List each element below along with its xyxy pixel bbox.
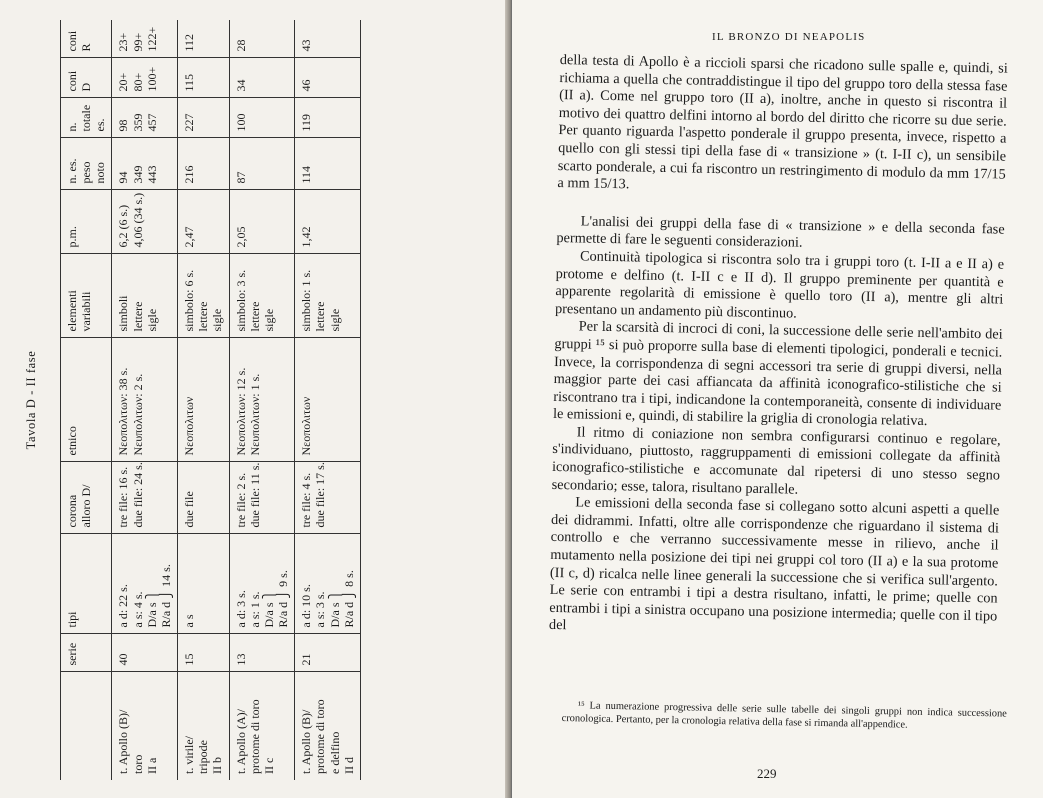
group-label-line: protome di toro — [247, 699, 262, 774]
table-header-row — [61, 20, 112, 780]
tipi-line: a d: 3 s. — [233, 590, 248, 628]
totale-line: 227 — [182, 113, 197, 132]
coni-r-line: 43 — [299, 39, 314, 52]
cell-serie — [295, 634, 361, 672]
cell-tipi — [178, 534, 229, 634]
corona-line: due file: 17 s. — [313, 462, 328, 528]
table-row — [295, 20, 361, 780]
peso-noto-line: 349 — [130, 165, 145, 184]
coni-d-line: 34 — [233, 79, 248, 92]
cell-corona — [112, 462, 178, 534]
corona-line: tre file: 16 s. — [116, 466, 131, 528]
cell-pm — [112, 190, 178, 254]
serie-value: 40 — [116, 653, 131, 666]
totale-line: 100 — [233, 113, 248, 132]
cell-totale — [178, 98, 229, 138]
cell-totale — [229, 98, 295, 138]
cell-etnico — [295, 338, 361, 462]
header-corona: corona alloro D/ — [61, 462, 112, 534]
group-label-line: II d — [341, 757, 356, 774]
cell-coni-d — [112, 58, 178, 98]
tipi-line: a d: 10 s. — [299, 584, 314, 628]
data-table — [60, 20, 361, 780]
footnote — [562, 700, 1007, 734]
table-title: Tavola D - II fase — [24, 350, 38, 450]
cell-peso-noto — [295, 138, 361, 190]
etnico-line: Νεοπολιτων — [182, 396, 197, 456]
coni-d-line: 20+ — [116, 72, 131, 92]
tipi-line: a s: 3 s. — [313, 591, 328, 628]
cell-coni-r — [229, 20, 295, 58]
elementi-line: simbolo: 1 s. — [299, 269, 314, 332]
elementi-line: simboli — [116, 295, 131, 332]
corona-line: tre file: 2 s. — [233, 472, 248, 528]
tipi-line: a d: 22 s. — [116, 584, 131, 628]
etnico-line: Νεοπολιτων — [299, 396, 314, 456]
cell-pm — [229, 190, 295, 254]
cell-elementi — [295, 254, 361, 338]
totale-line: 119 — [299, 113, 314, 132]
corona-line: due file: 11 s. — [247, 462, 262, 528]
serie-value: 13 — [233, 653, 248, 666]
cell-group-label — [229, 672, 295, 780]
tipi-line: a s: 1 s. — [247, 591, 262, 628]
cell-coni-d — [229, 58, 295, 98]
right-page — [512, 0, 1043, 798]
corona-line: due file: 24 s. — [130, 462, 145, 528]
header-serie: serie — [61, 634, 112, 672]
elementi-line: lettere — [247, 301, 262, 332]
header-pm: p.m. — [61, 190, 112, 254]
coni-d-line: 100+ — [144, 66, 159, 92]
cell-group-label — [295, 672, 361, 780]
header-peso-noto: n. es. peso noto — [61, 138, 112, 190]
cell-etnico — [229, 338, 295, 462]
cell-elementi — [229, 254, 295, 338]
group-label-line: e delfino — [327, 731, 342, 774]
paragraph: Le emissioni della seconda fase si collegano sotto alcuni aspetti a quelle dei didrammi. Infatti, oltre alle corrispondenze che riguardano il sistema di controllo e che verranno successivamente messe in rilievo, anche il mutamento nella posizione dei tipi nei gruppi col toro (II a) e la sua protome (II c, d) ricalca nelle linee generali la successione che si verifica sull'argento. Le serie con entrambi i tipi a destra risultano, infatti, le prime; quelle con entrambi i tipi a sinistra occupano una posizione intermedia; quelle con il tipo del — [548, 494, 1000, 634]
cell-pm — [178, 190, 229, 254]
group-label-line: II c — [261, 757, 276, 774]
cell-serie — [112, 634, 178, 672]
cell-coni-r — [295, 20, 361, 58]
elementi-line: simbolo: 6 s. — [182, 269, 197, 332]
group-label-line: tripode — [196, 740, 211, 774]
tipi-line: R/a d ⎭ 9 s. — [276, 570, 291, 628]
cell-corona — [295, 462, 361, 534]
elementi-line: sigle — [144, 308, 159, 332]
coni-d-line: 115 — [182, 73, 197, 92]
cell-coni-r — [112, 20, 178, 58]
coni-d-line: 46 — [299, 79, 314, 92]
table-row — [229, 20, 295, 780]
paragraph: L'analisi dei gruppi della fase di « transizione » e della seconda fase permette di fare le seguenti considerazioni. — [556, 213, 1005, 252]
elementi-line: sigle — [261, 308, 276, 332]
cell-group-label — [178, 672, 229, 780]
cell-totale — [112, 98, 178, 138]
left-page — [0, 0, 511, 798]
header-tipi: tipi — [61, 534, 112, 634]
cell-corona — [178, 462, 229, 534]
peso-noto-line: 87 — [233, 171, 248, 184]
coni-r-line: 122+ — [144, 26, 159, 52]
coni-r-line: 99+ — [130, 32, 145, 52]
pm-line: 2,47 — [182, 226, 197, 248]
elementi-line: sigle — [327, 308, 342, 332]
cell-elementi — [112, 254, 178, 338]
cell-tipi — [229, 534, 295, 634]
pm-line: 1,42 — [299, 226, 314, 248]
tipi-line: a s: 4 s. — [130, 591, 145, 628]
etnico-line: Νεοπολιτων: 38 s. — [116, 367, 131, 456]
tipi-line: D/a s ⎫ — [261, 590, 276, 628]
tipi-line: R/a d ⎭ 14 s. — [158, 564, 173, 628]
elementi-line: lettere — [130, 301, 145, 332]
coni-d-line: 80+ — [130, 72, 145, 92]
serie-value: 15 — [182, 653, 197, 666]
tipi-line: a s — [182, 614, 197, 628]
rotated-table-block — [20, 20, 490, 780]
elementi-line: simbolo: 3 s. — [233, 269, 248, 332]
cell-pm — [295, 190, 361, 254]
cell-coni-d — [295, 58, 361, 98]
cell-coni-d — [178, 58, 229, 98]
cell-group-label — [112, 672, 178, 780]
header-coni-d: coni D — [61, 58, 112, 98]
cell-totale — [295, 98, 361, 138]
cell-etnico — [112, 338, 178, 462]
pm-line: 6,2 (6 s.) — [116, 204, 131, 248]
cell-peso-noto — [229, 138, 295, 190]
elementi-line: lettere — [196, 301, 211, 332]
peso-noto-line: 114 — [299, 165, 314, 184]
header-etnico: etnico — [61, 338, 112, 462]
group-label-line: t. Apollo (B)/ — [299, 709, 314, 774]
totale-line: 457 — [144, 113, 159, 132]
corona-line: tre file: 4 s. — [299, 472, 314, 528]
group-label-line: II b — [210, 757, 225, 774]
header-totale: n. totale es. — [61, 98, 112, 138]
peso-noto-line: 216 — [182, 165, 197, 184]
running-head: IL BRONZO DI NEAPOLIS — [712, 31, 866, 43]
table-row — [112, 20, 178, 780]
cell-corona — [229, 462, 295, 534]
table-row — [178, 20, 229, 780]
cell-etnico — [178, 338, 229, 462]
group-label-line: t. virile/ — [182, 736, 197, 774]
cell-coni-r — [178, 20, 229, 58]
cell-serie — [229, 634, 295, 672]
corona-line: due file — [182, 491, 197, 528]
cell-tipi — [112, 534, 178, 634]
coni-r-line: 112 — [182, 33, 197, 52]
pm-line: 4,06 (34 s.) — [130, 192, 145, 248]
tipi-line: D/a s ⎫ — [327, 590, 342, 628]
coni-r-line: 23+ — [116, 32, 131, 52]
pm-line: 2,05 — [233, 226, 248, 248]
cell-tipi — [295, 534, 361, 634]
header-elementi: elementi variabili — [61, 254, 112, 338]
footnote-text: ¹⁵ La numerazione progressiva delle serie sulle tabelle dei singoli gruppi non indica successione cronologica. Pertanto, per la cronologia relativa della fase si rimanda all'appendice. — [561, 700, 1007, 731]
group-label-line: II a — [144, 757, 159, 774]
group-label-line: t. Apollo (A)/ — [233, 709, 248, 774]
cell-serie — [178, 634, 229, 672]
elementi-line: sigle — [210, 308, 225, 332]
group-label-line: toro — [130, 754, 145, 774]
elementi-line: lettere — [313, 301, 328, 332]
totale-line: 98 — [116, 119, 131, 132]
cell-elementi — [178, 254, 229, 338]
paragraph: Il ritmo di coniazione non sembra configurarsi continuo e regolare, s'individuano, piuttosto, raggruppamenti di emissioni collegate da affinità iconografico-stilistiche e accomunate dal ripetersi di uno stesso segno secondario; esse, talora, risultano parallele. — [551, 424, 1001, 498]
paragraph: Per la scarsità di incroci di coni, la successione delle serie nell'ambito dei gruppi ¹⁵ si può proporre sulla base di elementi tipologici, ponderali e tecnici. Invece, la corrispondenza di segni accessori tra serie di gruppi diversi, nella maggior parte dei casi affiancata da affinità iconografico-stilistiche che si riscontrano tra i tipi, indicandone la contemporaneità, consente di individuare le emissioni e, quindi, di stabilire la griglia di cronologia relativa. — [552, 318, 1003, 430]
etnico-line: Νευπολιτων: 2 s. — [130, 373, 145, 456]
cell-peso-noto — [112, 138, 178, 190]
header-coni-r: coni R — [61, 20, 112, 58]
tipi-line: R/a d ⎭ 8 s. — [341, 570, 356, 628]
peso-noto-line: 94 — [116, 171, 131, 184]
table-body — [112, 20, 360, 780]
group-label-line: t. Apollo (B)/ — [116, 709, 131, 774]
etnico-line: Νεοπολιτων: 12 s. — [233, 367, 248, 456]
group-label-line: protome di toro — [313, 699, 328, 774]
etnico-line: Νευπολιτων: 1 s. — [247, 373, 262, 456]
paragraph: della testa di Apollo è a riccioli sparsi che ricadono sulle spalle e, quindi, si richiama a quella che contraddistingue il tipo del gruppo toro della stessa fase (II a). Come nel gruppo toro (II a), inoltre, anche in questo si riscontra il motivo dei quattro delfini intorno al bordo del diritto che ricorre su due serie. Per quanto riguarda l'aspetto ponderale il gruppo presenta, invece, rispetto a quello con gli stessi tipi della fase di « transizione » (t. I-II c), un sensibile scarto ponderale, a cui fa riscontro un restringimento di modulo da mm 17/15 a mm 15/13. — [557, 52, 1008, 193]
serie-value: 21 — [299, 653, 314, 666]
cell-peso-noto — [178, 138, 229, 190]
header-group — [61, 672, 112, 780]
tipi-line: D/a s ⎫ — [144, 590, 159, 628]
body-text — [549, 52, 1008, 643]
totale-line: 359 — [130, 113, 145, 132]
page-number: 229 — [757, 766, 777, 781]
coni-r-line: 28 — [233, 39, 248, 52]
peso-noto-line: 443 — [144, 165, 159, 184]
paragraph: Continuità tipologica si riscontra solo tra i gruppi toro (t. I-II a e II a) e protome e delfino (t. I-II c e II d). Il gruppo preminente per quantità e apparente regolarità di emissione è quello toro (II a), mentre gli altri presentano un andamento più discontinuo. — [554, 248, 1005, 322]
